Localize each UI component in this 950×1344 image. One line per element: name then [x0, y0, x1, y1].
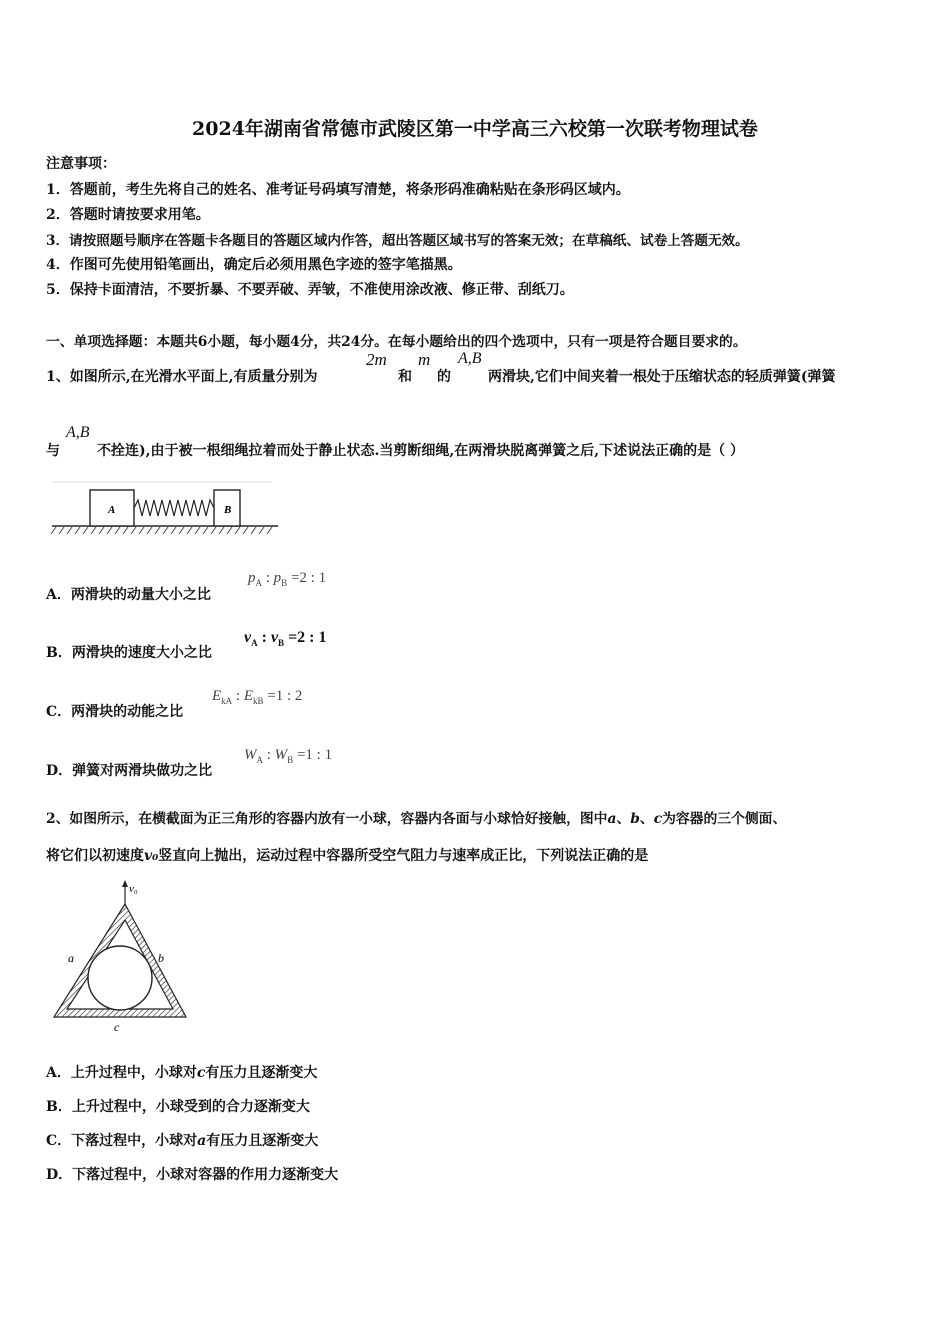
q1-ab-label: A,B	[66, 424, 90, 441]
q1-option-b-formula: $v_A$ : $v_B =2$ : 1	[244, 629, 327, 649]
q2-option-b: B．上升过程中，小球受到的合力逐渐变大	[46, 1099, 310, 1115]
notice-item: 5．保持卡面清洁，不要折暴、不要弄破、弄皱，不准使用涂改液、修正带、刮纸刀。	[46, 282, 574, 298]
q1-stem-part: 不拴连),由于被一根细绳拉着而处于静止状态.当剪断细绳,在两滑块脱离弹簧之后,下述说法正确的是（ ）	[97, 443, 744, 459]
spring	[134, 500, 214, 516]
side-c-label: c	[114, 1020, 120, 1034]
q1-option-d: D．弹簧对两滑块做功之比	[46, 763, 213, 779]
q1-option-d-formula: $W_A$ : $W_B =1$ : 1	[244, 747, 333, 765]
q2-option-c: C．下落过程中，小球对a有压力且逐渐变大	[46, 1133, 319, 1149]
q1-ab-label: A,B	[458, 350, 482, 367]
q1-option-a: A．两滑块的动量大小之比	[46, 587, 211, 603]
notice-item: 4．作图可先使用铅笔画出，确定后必须用黑色字迹的签字笔描黑。	[46, 257, 462, 273]
q1-option-c: C．两滑块的动能之比	[46, 704, 184, 720]
q2-stem-line2: 将它们以初速度v₀竖直向上抛出，运动过程中容器所受空气阻力与速率成正比，下列说法正确的是	[46, 848, 649, 864]
q1-mass-m: m	[418, 350, 431, 369]
q2-option-d: D．下落过程中，小球对容器的作用力逐渐变大	[46, 1167, 339, 1183]
q2-option-a: A．上升过程中，小球对c有压力且逐渐变大	[46, 1065, 318, 1081]
q1-stem-part: 与	[46, 443, 60, 459]
notice-item: 2．答题时请按要求用笔。	[46, 207, 210, 223]
q1-option-b: B．两滑块的速度大小之比	[46, 645, 212, 661]
section-heading: 一、单项选择题：本题共6小题，每小题4分，共24分。在每小题给出的四个选项中，只有一项是符合题目要求的。	[46, 334, 747, 350]
side-b-label: b	[158, 951, 164, 965]
side-a-label: a	[68, 951, 74, 965]
arrow-head	[122, 880, 128, 887]
page-title: 2024年湖南省常德市武陵区第一中学高三六校第一次联考物理试卷	[192, 118, 758, 140]
notice-item: 1．答题前，考生先将自己的姓名、准考证号码填写清楚，将条形码准确粘贴在条形码区域内。	[46, 182, 630, 198]
q2-triangle-figure	[46, 874, 206, 1034]
q1-spring-figure	[50, 478, 280, 540]
q1-stem-part: 和	[398, 369, 412, 385]
block-a-label: A	[108, 504, 116, 516]
q1-mass-2m: 2m	[366, 350, 387, 369]
ball	[88, 946, 152, 1010]
q1-stem-part: 的	[437, 369, 451, 385]
v0-label: v₀	[129, 883, 138, 895]
notice-item: 3．请按照题号顺序在答题卡各题目的答题区域内作答，超出答题区域书写的答案无效；在草稿纸、试卷上答题无效。	[46, 233, 749, 249]
notice-heading: 注意事项：	[46, 156, 116, 172]
q1-option-c-formula: $E_{kA}$ : $E_{kB} =1$ : 2	[212, 688, 303, 706]
q1-option-a-formula: $p_A$ : $p_B =2$ : 1	[248, 570, 327, 588]
block-b-label: B	[224, 504, 232, 516]
q1-stem-part: 1、如图所示,在光滑水平面上,有质量分别为	[46, 369, 318, 385]
q1-stem-part: 两滑块,它们中间夹着一根处于压缩状态的轻质弹簧(弹簧	[488, 369, 836, 385]
q2-stem-line1: 2、如图所示，在横截面为正三角形的容器内放有一小球，容器内各面与小球恰好接触，图中a、b、c为容器的三个侧面、	[46, 811, 787, 827]
